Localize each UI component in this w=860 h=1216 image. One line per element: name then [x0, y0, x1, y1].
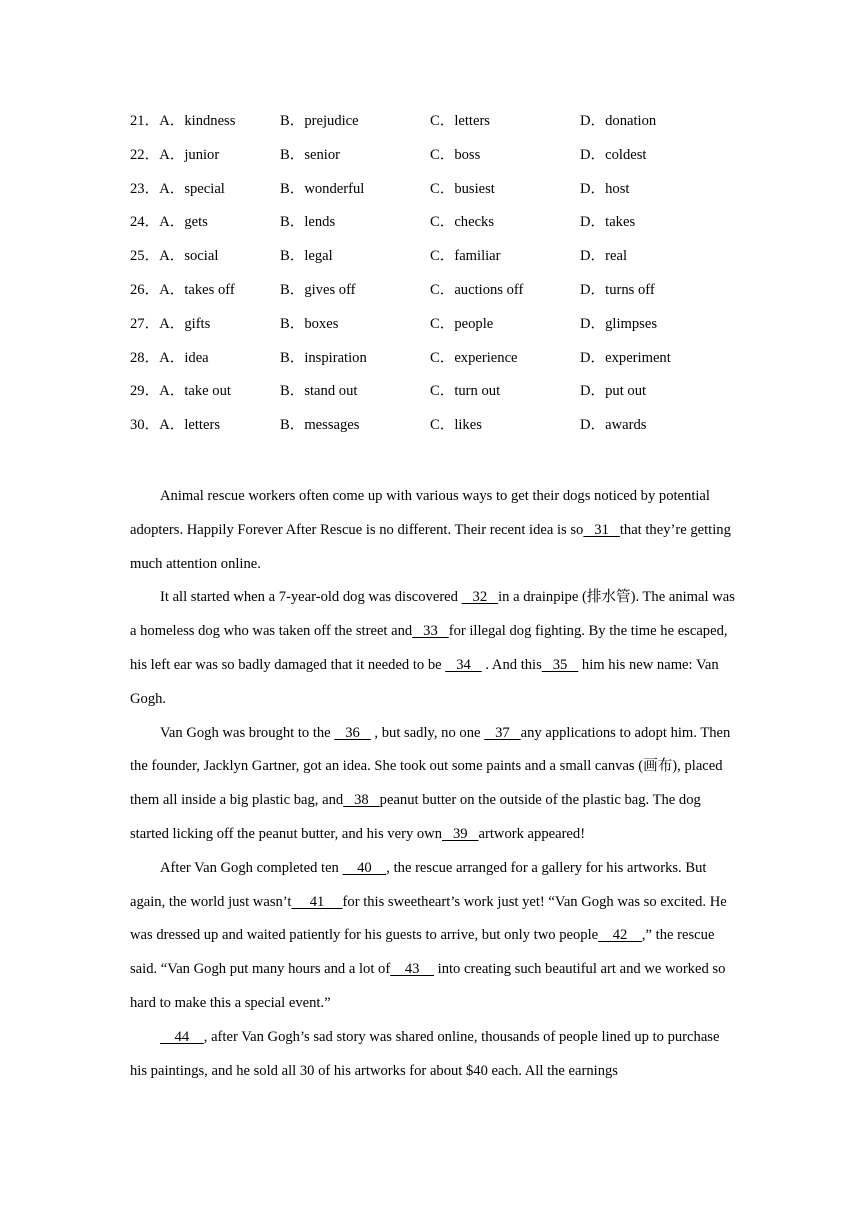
blank-44: 44: [160, 1028, 204, 1045]
blank-41: 41: [291, 893, 343, 910]
passage-text: ,” the rescue said. “Van Gogh put many hours and a lot of: [130, 927, 715, 978]
option-d: [580, 314, 657, 334]
paragraph-4: [130, 852, 736, 1021]
option-text: D．experiment: [580, 349, 671, 366]
question-number: 26．: [130, 281, 160, 298]
passage-text: , after Van Gogh’s sad story was shared online, thousands of people lined up to purchase his paintings, and he sold all 30 of his artworks for about $40 each. All the earnings: [130, 1028, 720, 1079]
question-number: 23．: [130, 180, 160, 197]
option-c: [430, 348, 518, 368]
option-text: D．host: [580, 180, 630, 197]
option-c: [430, 381, 500, 401]
option-c: [430, 111, 490, 131]
options-list: [130, 111, 770, 449]
option-text: A．special: [159, 180, 225, 197]
option-text: A．takes off: [159, 281, 235, 298]
question-number: 22．: [130, 146, 160, 163]
option-text: D．glimpses: [580, 315, 658, 332]
option-text: B．gives off: [280, 281, 356, 298]
option-c: [430, 246, 501, 266]
option-text: A．social: [159, 248, 219, 265]
option-b: [280, 415, 359, 435]
option-text: B．stand out: [280, 383, 358, 400]
option-c: [430, 314, 493, 334]
option-text: C．experience: [430, 349, 518, 366]
paragraph-5: [130, 1021, 736, 1089]
question-number: 21．: [130, 113, 160, 129]
passage-text: for this sweetheart’s work just yet! “Van Gogh was so excited. He was dressed up and waited patiently for his guests to arrive, but only two people: [130, 893, 727, 944]
option-b: [280, 212, 335, 232]
option-text: C．people: [430, 315, 494, 332]
option-text: C．boss: [430, 146, 481, 163]
blank-43: 43: [390, 961, 434, 978]
blank-36: 36: [334, 724, 371, 741]
option-b: [280, 111, 359, 131]
option-text: C．likes: [430, 417, 482, 434]
question-row: [130, 280, 770, 314]
option-text: D．coldest: [580, 146, 647, 163]
blank-33: 33: [412, 623, 449, 640]
option-text: C．turn out: [430, 383, 501, 400]
question-row: [130, 381, 770, 415]
option-d: [580, 111, 656, 131]
option-text: B．prejudice: [280, 113, 359, 129]
passage-text: in a drainpipe (排水管). The animal was a homeless dog who was taken off the street and: [130, 589, 735, 640]
option-b: [280, 314, 338, 334]
option-text: C．checks: [430, 214, 495, 231]
blank-40: 40: [342, 859, 387, 876]
option-text: B．messages: [280, 417, 360, 434]
option-text: C．busiest: [430, 180, 495, 197]
question-number: 25．: [130, 248, 160, 265]
option-d: [580, 381, 646, 401]
option-text: A．letters: [159, 417, 220, 434]
question-row: [130, 415, 770, 449]
option-text: D．turns off: [580, 281, 655, 298]
question-number: 28．: [130, 349, 160, 366]
option-text: B．wonderful: [280, 180, 365, 197]
option-text: B．senior: [280, 146, 340, 163]
blank-39: 39: [442, 825, 479, 842]
option-text: A．gifts: [159, 315, 211, 332]
option-a: [130, 145, 219, 165]
question-row: [130, 179, 770, 213]
option-d: [580, 246, 627, 266]
question-row: [130, 314, 770, 348]
option-text: C．letters: [430, 113, 490, 129]
passage-text: peanut butter on the outside of the plastic bag. The dog started licking off the peanut butter, and his very own: [130, 792, 701, 842]
option-text: B．boxes: [280, 315, 339, 332]
option-c: [430, 145, 480, 165]
option-a: [130, 314, 210, 334]
option-a: [130, 348, 209, 368]
option-a: [130, 246, 218, 266]
option-text: D．awards: [580, 417, 647, 434]
option-c: [430, 212, 494, 232]
option-text: D．real: [580, 248, 628, 265]
question-row: [130, 145, 770, 179]
blank-37: 37: [484, 724, 521, 741]
option-text: B．inspiration: [280, 349, 367, 366]
blank-35: 35: [541, 656, 579, 673]
passage-text: for illegal dog fighting. By the time he escaped, his left ear was so badly damaged that it needed to be: [130, 623, 728, 673]
passage-text: , the rescue arranged for a gallery for his artworks. But again, the world just wasn’t: [130, 859, 707, 910]
option-a: [130, 381, 231, 401]
passage-text: into creating such beautiful art and we worked so hard to make this a special event.”: [130, 961, 726, 1011]
question-row: [130, 111, 770, 145]
option-text: C．auctions off: [430, 281, 524, 298]
blank-42: 42: [598, 927, 642, 944]
option-text: A．gets: [159, 214, 208, 231]
option-b: [280, 280, 356, 300]
passage-text: , but sadly, no one: [370, 724, 485, 741]
option-text: A．idea: [159, 349, 209, 366]
option-a: [130, 212, 208, 232]
option-a: [130, 179, 225, 199]
option-b: [280, 246, 333, 266]
option-text: C．familiar: [430, 248, 501, 265]
question-row: [130, 348, 770, 382]
passage-text: After Van Gogh completed ten: [160, 859, 343, 876]
passage-text: It all started when a 7-year-old dog was discovered: [160, 589, 462, 606]
option-d: [580, 145, 646, 165]
passage-text: . And this: [481, 656, 542, 673]
passage-text: Animal rescue workers often come up with various ways to get their dogs noticed by potential adopters. Happily Forever After Rescue is no different. Their recent idea is so: [130, 488, 710, 538]
paragraph-2: [130, 581, 736, 716]
passage-text: artwork appeared!: [478, 825, 586, 842]
option-d: [580, 415, 646, 435]
blank-31: 31: [583, 521, 620, 538]
reading-passage: [130, 480, 736, 1088]
option-c: [430, 179, 495, 199]
passage-text: Van Gogh was brought to the: [160, 724, 335, 741]
option-text: D．donation: [580, 113, 657, 129]
paragraph-3: [130, 717, 736, 852]
question-row: [130, 246, 770, 280]
option-d: [580, 348, 671, 368]
question-number: 29．: [130, 383, 160, 400]
passage-text: him his new name: Van Gogh.: [130, 656, 719, 707]
option-text: A．kindness: [159, 113, 236, 129]
option-b: [280, 381, 357, 401]
option-a: [130, 111, 235, 131]
passage-text: any applications to adopt him. Then the founder, Jacklyn Gartner, got an idea. She took out some paints and a small canvas (画布), placed them all inside a big plastic bag, and: [130, 724, 731, 809]
question-number: 30．: [130, 417, 160, 434]
option-c: [430, 415, 482, 435]
question-number: 27．: [130, 315, 160, 332]
option-b: [280, 145, 340, 165]
option-a: [130, 415, 220, 435]
option-text: B．legal: [280, 248, 333, 265]
blank-32: 32: [461, 589, 499, 606]
option-text: A．take out: [159, 383, 231, 400]
passage-text: that they’re getting much attention online.: [130, 521, 731, 572]
option-text: A．junior: [159, 146, 220, 163]
option-b: [280, 348, 367, 368]
question-row: [130, 212, 770, 246]
option-a: [130, 280, 235, 300]
option-b: [280, 179, 364, 199]
option-text: D．takes: [580, 214, 636, 231]
option-c: [430, 280, 523, 300]
option-text: B．lends: [280, 214, 336, 231]
blank-38: 38: [343, 792, 380, 809]
question-number: 24．: [130, 214, 160, 231]
option-d: [580, 212, 635, 232]
option-d: [580, 280, 655, 300]
blank-34: 34: [445, 656, 482, 673]
option-d: [580, 179, 629, 199]
paragraph-1: [130, 480, 736, 581]
option-text: D．put out: [580, 383, 647, 400]
